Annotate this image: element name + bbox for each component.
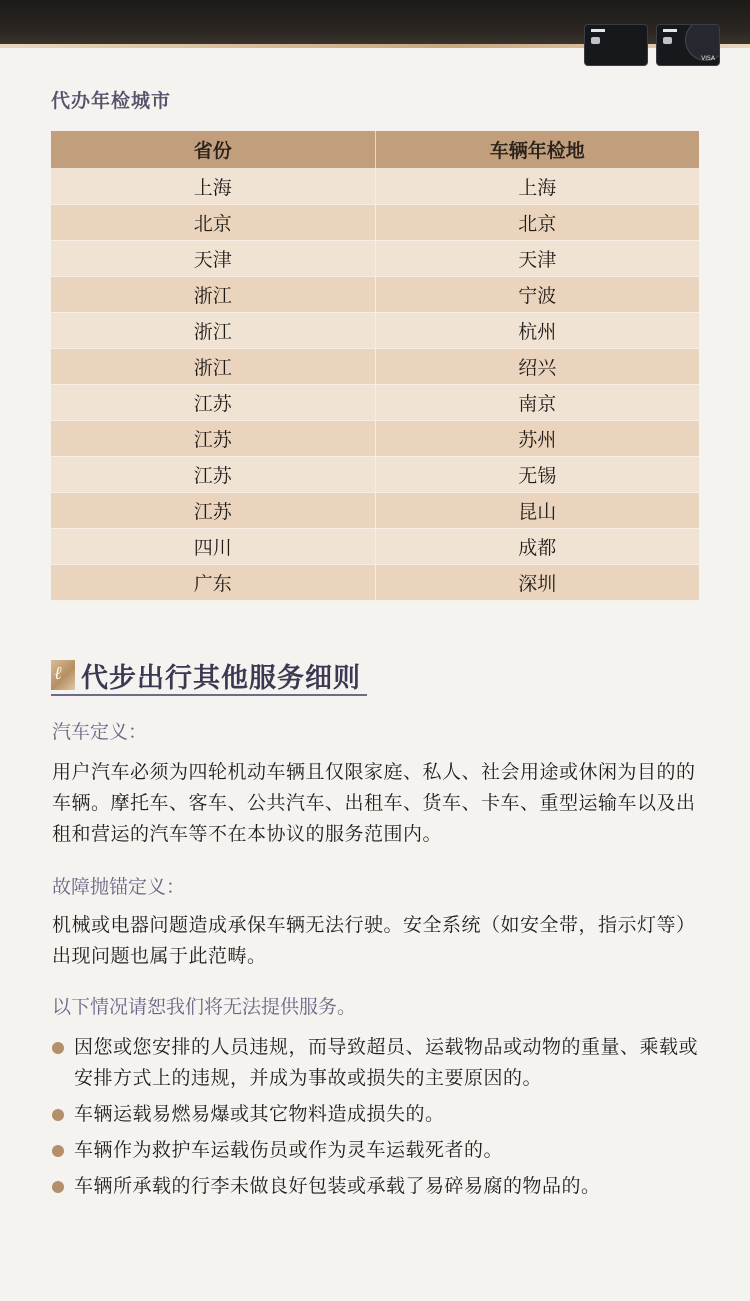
- list-item-text: 车辆所承载的行李未做良好包装或承载了易碎易腐的物品的。: [74, 1175, 601, 1197]
- column-header-province: 省份: [51, 131, 375, 169]
- table-row: [51, 421, 699, 457]
- bullet-icon: [52, 1145, 64, 1157]
- card-logo-mark: [591, 29, 605, 32]
- table-row: [51, 169, 699, 205]
- column-header-inspection-city: 车辆年检地: [375, 131, 699, 169]
- province-cell: 浙江: [51, 313, 375, 349]
- table-row: [51, 385, 699, 421]
- bullet-icon: [52, 1109, 64, 1121]
- inspection-city-cell: 北京: [375, 205, 699, 241]
- inspection-city-cell: 杭州: [375, 313, 699, 349]
- province-cell: 浙江: [51, 349, 375, 385]
- table-row: [51, 493, 699, 529]
- cities-table: [51, 131, 699, 601]
- inspection-city-cell: 绍兴: [375, 349, 699, 385]
- inspection-city-cell: 深圳: [375, 565, 699, 601]
- inspection-city-cell: 天津: [375, 241, 699, 277]
- cities-caption: 代办年检城市: [51, 90, 172, 112]
- breakdown-label: 故障抛锚定义：: [52, 876, 186, 898]
- list-item-text: 车辆作为救护车运载伤员或作为灵车运载死者的。: [74, 1139, 504, 1161]
- inspection-city-cell: 宁波: [375, 277, 699, 313]
- credit-card-image: [584, 24, 648, 66]
- exclusions-label: 以下情况请恕我们将无法提供服务。: [52, 996, 357, 1018]
- province-cell: 江苏: [51, 457, 375, 493]
- province-cell: 江苏: [51, 421, 375, 457]
- bullet-icon: [52, 1042, 64, 1054]
- card-logo-mark: [663, 29, 677, 32]
- table-header-row: [51, 131, 699, 169]
- province-cell: 江苏: [51, 493, 375, 529]
- car-definition-label: 汽车定义：: [52, 721, 148, 743]
- card-images: [584, 24, 720, 66]
- table-row: [51, 457, 699, 493]
- list-item: [52, 1099, 702, 1130]
- table-row: [51, 565, 699, 601]
- table-row: [51, 205, 699, 241]
- table-row: [51, 241, 699, 277]
- table-row: [51, 313, 699, 349]
- province-cell: 北京: [51, 205, 375, 241]
- car-definition-text: 用户汽车必须为四轮机动车辆且仅限家庭、私人、社会用途或休闲为目的的车辆。摩托车、客车、公共汽车、出租车、货车、卡车、重型运输车以及出租和营运的汽车等不在本协议的服务范围内。: [52, 761, 696, 845]
- inspection-city-cell: 南京: [375, 385, 699, 421]
- province-cell: 广东: [51, 565, 375, 601]
- card-chip-icon: [591, 37, 600, 44]
- province-cell: 江苏: [51, 385, 375, 421]
- breakdown-text: 机械或电器问题造成承保车辆无法行驶。安全系统（如安全带，指示灯等）出现问题也属于此范畴。: [52, 914, 696, 967]
- exclusions-list: [52, 1032, 702, 1207]
- table-row: [51, 349, 699, 385]
- bullet-icon: [52, 1181, 64, 1193]
- inspection-city-cell: 成都: [375, 529, 699, 565]
- table-body: [51, 169, 699, 601]
- table-row: [51, 529, 699, 565]
- list-item-text: 车辆运载易燃易爆或其它物料造成损失的。: [74, 1103, 445, 1125]
- inspection-city-cell: 昆山: [375, 493, 699, 529]
- credit-card-image: [656, 24, 720, 66]
- province-cell: 浙江: [51, 277, 375, 313]
- section-heading: [51, 656, 367, 696]
- list-item: [52, 1135, 702, 1166]
- visa-logo: VISA: [701, 55, 715, 62]
- province-cell: 天津: [51, 241, 375, 277]
- list-item-text: 因您或您安排的人员违规，而导致超员、运载物品或动物的重量、乘载或安排方式上的违规，并成为事故或损失的主要原因的。: [74, 1036, 699, 1089]
- inspection-city-cell: 苏州: [375, 421, 699, 457]
- table-row: [51, 277, 699, 313]
- province-cell: 上海: [51, 169, 375, 205]
- inspection-city-cell: 无锡: [375, 457, 699, 493]
- province-cell: 四川: [51, 529, 375, 565]
- inspection-city-cell: 上海: [375, 169, 699, 205]
- list-item: [52, 1032, 702, 1094]
- card-chip-icon: [663, 37, 672, 44]
- list-item: [52, 1171, 702, 1202]
- section-emblem-icon: ℓ: [51, 660, 75, 690]
- section-title: 代步出行其他服务细则: [81, 662, 361, 694]
